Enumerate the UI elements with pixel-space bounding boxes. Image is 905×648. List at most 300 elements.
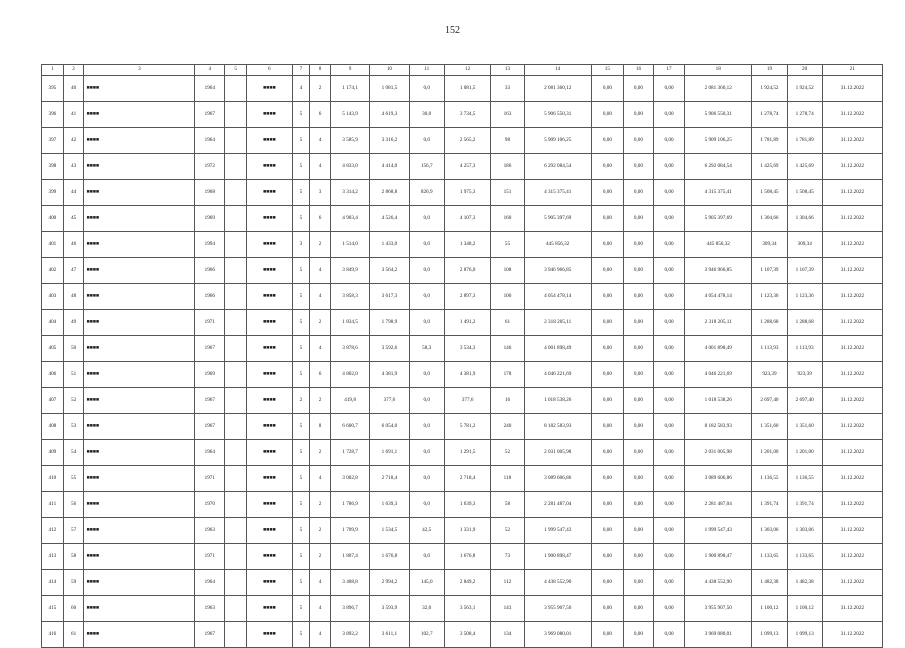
table-cell: 3 585,9 xyxy=(330,128,369,154)
table-cell: 1 107,39 xyxy=(752,258,787,284)
table-cell: 0,00 xyxy=(653,466,684,492)
table-cell: 3 534,3 xyxy=(444,336,491,362)
address-cell: ■■■■ xyxy=(84,440,195,466)
address-cell: ■■■■ xyxy=(84,76,195,102)
table-cell: 59 xyxy=(63,570,84,596)
table-cell: 0,00 xyxy=(653,180,684,206)
table-cell: 0,00 xyxy=(591,310,623,336)
table-cell: 0,00 xyxy=(653,258,684,284)
table-cell: 8 182 583,93 xyxy=(685,414,752,440)
table-cell: 4 054 478,14 xyxy=(524,284,591,310)
table-cell: 1 123,36 xyxy=(752,284,787,310)
table-cell: 1 781,89 xyxy=(752,128,787,154)
table-cell: 3 089 606,86 xyxy=(524,466,591,492)
table-cell xyxy=(225,622,247,648)
table-cell: 3 408,8 xyxy=(330,570,369,596)
table-cell: 0,00 xyxy=(591,570,623,596)
table-cell: 0,00 xyxy=(653,284,684,310)
table-cell: 30,0 xyxy=(409,102,444,128)
table-cell: 0,00 xyxy=(653,570,684,596)
table-cell: 0,00 xyxy=(623,258,653,284)
table-cell: ■■■■ xyxy=(247,388,293,414)
table-cell: 0,00 xyxy=(591,154,623,180)
table-cell: 1 018 538,26 xyxy=(524,388,591,414)
table-cell: 1 303,06 xyxy=(752,518,787,544)
table-cell: 163 xyxy=(491,102,524,128)
table-cell: ■■■■ xyxy=(247,440,293,466)
table-cell: 1970 xyxy=(195,492,225,518)
table-cell: 6 054,0 xyxy=(370,414,409,440)
table-cell: 1 433,0 xyxy=(370,232,409,258)
table-cell: 40 xyxy=(63,76,84,102)
table-cell: 58 xyxy=(63,544,84,570)
table-cell: 1 351,60 xyxy=(752,414,787,440)
table-cell: 0,0 xyxy=(409,310,444,336)
table-cell: 4 046 221,69 xyxy=(685,362,752,388)
table-cell: 3 946 966,85 xyxy=(524,258,591,284)
table-row xyxy=(42,362,883,388)
table-cell: 1 975,3 xyxy=(444,180,491,206)
table-cell: 2 xyxy=(310,544,331,570)
table-cell: 41 xyxy=(63,102,84,128)
table-row xyxy=(42,622,883,648)
table-cell: 31.12.2022 xyxy=(822,466,882,492)
table-cell: 923,39 xyxy=(752,362,787,388)
table-cell: 3 593,9 xyxy=(370,596,409,622)
table-cell: ■■■■ xyxy=(247,258,293,284)
table-cell: 1963 xyxy=(195,518,225,544)
table-cell: 100 xyxy=(491,284,524,310)
table-cell: 5 xyxy=(292,622,310,648)
table-cell: 0,00 xyxy=(623,570,653,596)
table-cell: 42 xyxy=(63,128,84,154)
table-cell: 3 858,3 xyxy=(330,284,369,310)
table-cell: 31.12.2022 xyxy=(822,622,882,648)
table-cell: 1 425,69 xyxy=(787,154,822,180)
table-cell: ■■■■ xyxy=(247,76,293,102)
table-cell: 178 xyxy=(491,362,524,388)
table-cell: 5 xyxy=(292,206,310,232)
table-cell: 53 xyxy=(63,414,84,440)
table-cell xyxy=(225,518,247,544)
table-cell: ■■■■ xyxy=(247,336,293,362)
table-cell: 118 xyxy=(491,466,524,492)
table-cell: 0,00 xyxy=(591,76,623,102)
table-cell: 1972 xyxy=(195,154,225,180)
table-cell: 5 xyxy=(292,518,310,544)
table-cell: 2 xyxy=(310,518,331,544)
table-cell: 32,0 xyxy=(409,596,444,622)
table-cell: 3 734,5 xyxy=(444,102,491,128)
table-cell: 1971 xyxy=(195,310,225,336)
table-cell: 31.12.2022 xyxy=(822,258,882,284)
column-header: 8 xyxy=(310,65,331,76)
table-cell: 0,00 xyxy=(591,128,623,154)
table-cell xyxy=(225,388,247,414)
table-cell: 1 924,52 xyxy=(752,76,787,102)
table-cell: 1 100,12 xyxy=(787,596,822,622)
table-cell: 0,0 xyxy=(409,492,444,518)
table-cell xyxy=(225,466,247,492)
table-cell: 31.12.2022 xyxy=(822,102,882,128)
table-cell: 3 002,8 xyxy=(330,466,369,492)
table-cell: 1964 xyxy=(195,440,225,466)
table-row xyxy=(42,518,883,544)
table-cell: 4 xyxy=(310,466,331,492)
table-row xyxy=(42,258,883,284)
table-cell: 2 281 487,04 xyxy=(685,492,752,518)
table-cell: 0,00 xyxy=(653,102,684,128)
table-cell: ■■■■ xyxy=(247,544,293,570)
table-cell: 31.12.2022 xyxy=(822,180,882,206)
table-cell: 407 xyxy=(42,388,64,414)
table-cell: 1 304,66 xyxy=(752,206,787,232)
table-cell: 398 xyxy=(42,154,64,180)
table-cell: 0,00 xyxy=(653,206,684,232)
table-cell: 31.12.2022 xyxy=(822,596,882,622)
table-cell: 31.12.2022 xyxy=(822,128,882,154)
table-cell: 1 781,89 xyxy=(787,128,822,154)
table-cell: 0,00 xyxy=(653,154,684,180)
table-cell: 31.12.2022 xyxy=(822,362,882,388)
table-cell: 400 xyxy=(42,206,64,232)
column-header: 13 xyxy=(491,65,524,76)
address-cell: ■■■■ xyxy=(84,622,195,648)
table-cell: 1 391,74 xyxy=(787,492,822,518)
table-cell: 2 xyxy=(310,310,331,336)
table-cell: ■■■■ xyxy=(247,310,293,336)
table-cell: 0,00 xyxy=(623,180,653,206)
table-cell: 1 639,3 xyxy=(370,492,409,518)
address-cell: ■■■■ xyxy=(84,232,195,258)
table-cell: 52 xyxy=(63,388,84,414)
table-cell: 377,6 xyxy=(444,388,491,414)
table-cell: 0,0 xyxy=(409,76,444,102)
column-header: 5 xyxy=(225,65,247,76)
table-cell: 1 133,65 xyxy=(752,544,787,570)
table-cell: 31.12.2022 xyxy=(822,544,882,570)
table-cell xyxy=(225,258,247,284)
table-cell: 4 107,3 xyxy=(444,206,491,232)
table-cell: 1 123,36 xyxy=(787,284,822,310)
table-cell: 2 897,3 xyxy=(444,284,491,310)
address-cell: ■■■■ xyxy=(84,284,195,310)
table-cell: 2 xyxy=(310,440,331,466)
table-cell: 5 xyxy=(292,544,310,570)
table-cell: 1 133,65 xyxy=(787,544,822,570)
table-cell: 4 315 375,41 xyxy=(685,180,752,206)
table-cell: ■■■■ xyxy=(247,518,293,544)
table-cell: 3 896,7 xyxy=(330,596,369,622)
table-row xyxy=(42,180,883,206)
table-cell: 395 xyxy=(42,76,64,102)
table-cell: 5 xyxy=(292,414,310,440)
column-header: 21 xyxy=(822,65,882,76)
table-cell: 4 xyxy=(310,284,331,310)
table-cell: 3 611,1 xyxy=(370,622,409,648)
table-cell: 44 xyxy=(63,180,84,206)
table-cell: 1 508,45 xyxy=(787,180,822,206)
table-cell: 445 856,32 xyxy=(685,232,752,258)
table-cell: 0,00 xyxy=(623,596,653,622)
table-cell: 1 081,5 xyxy=(370,76,409,102)
table-cell: 31.12.2022 xyxy=(822,284,882,310)
table-cell: 1 900 898,47 xyxy=(524,544,591,570)
table-cell: 3 563,1 xyxy=(444,596,491,622)
address-cell: ■■■■ xyxy=(84,466,195,492)
table-cell: 5 xyxy=(292,570,310,596)
table-cell: 1 288,68 xyxy=(752,310,787,336)
table-cell: 1 099,13 xyxy=(752,622,787,648)
table-cell xyxy=(225,492,247,518)
header-row xyxy=(42,65,883,76)
table-cell xyxy=(225,102,247,128)
table-cell: ■■■■ xyxy=(247,180,293,206)
table-cell: 31.12.2022 xyxy=(822,206,882,232)
table-cell: 4 001 898,49 xyxy=(524,336,591,362)
table-cell: 0,00 xyxy=(653,440,684,466)
table-cell: 31.12.2022 xyxy=(822,232,882,258)
address-cell: ■■■■ xyxy=(84,102,195,128)
table-cell: 151 xyxy=(491,180,524,206)
table-cell: 5 781,2 xyxy=(444,414,491,440)
table-cell: 1 425,69 xyxy=(752,154,787,180)
table-cell: 3 955 907,50 xyxy=(524,596,591,622)
table-cell: 6 600,7 xyxy=(330,414,369,440)
column-header: 1 xyxy=(42,65,64,76)
table-cell: 5 xyxy=(292,466,310,492)
table-cell: 47 xyxy=(63,258,84,284)
table-cell: 31.12.2022 xyxy=(822,388,882,414)
table-cell: 61 xyxy=(63,622,84,648)
table-cell: 2 318 205,11 xyxy=(685,310,752,336)
table-cell: 0,00 xyxy=(653,518,684,544)
column-header: 2 xyxy=(63,65,84,76)
table-cell: 3 xyxy=(310,180,331,206)
table-row xyxy=(42,414,883,440)
table-cell: ■■■■ xyxy=(247,284,293,310)
table-row xyxy=(42,466,883,492)
table-cell: 3 878,6 xyxy=(330,336,369,362)
table-cell: ■■■■ xyxy=(247,128,293,154)
table-body xyxy=(42,76,883,648)
table-cell: ■■■■ xyxy=(247,362,293,388)
table-cell: 0,0 xyxy=(409,232,444,258)
table-cell: 2 xyxy=(310,232,331,258)
table-cell: 31.12.2022 xyxy=(822,336,882,362)
table-cell xyxy=(225,596,247,622)
table-cell: 6 xyxy=(310,206,331,232)
table-cell: 2 849,2 xyxy=(444,570,491,596)
table-cell: 0,00 xyxy=(623,102,653,128)
table-cell: 31.12.2022 xyxy=(822,518,882,544)
address-cell: ■■■■ xyxy=(84,570,195,596)
table-cell: 4 xyxy=(310,596,331,622)
table-cell: 6 292 084,54 xyxy=(524,154,591,180)
table-cell: 8 xyxy=(310,414,331,440)
table-cell: 0,00 xyxy=(591,414,623,440)
table-cell: 5 xyxy=(292,596,310,622)
table-cell: 1967 xyxy=(195,336,225,362)
table-cell: 1967 xyxy=(195,388,225,414)
table-cell: 1 136,55 xyxy=(787,466,822,492)
table-cell: ■■■■ xyxy=(247,232,293,258)
table-cell: 0,00 xyxy=(623,492,653,518)
table-cell xyxy=(225,310,247,336)
table-cell: 4 xyxy=(310,336,331,362)
table-cell: 0,0 xyxy=(409,206,444,232)
table-cell xyxy=(225,154,247,180)
table-cell: 5 143,9 xyxy=(330,102,369,128)
table-cell: 5 909 106,25 xyxy=(685,128,752,154)
table-cell: 4 257,3 xyxy=(444,154,491,180)
table-cell: 31.12.2022 xyxy=(822,414,882,440)
table-cell: 1994 xyxy=(195,232,225,258)
table-cell: 399 xyxy=(42,180,64,206)
table-cell xyxy=(225,414,247,440)
address-cell: ■■■■ xyxy=(84,128,195,154)
table-cell: 0,00 xyxy=(591,336,623,362)
table-cell: 1 391,74 xyxy=(752,492,787,518)
table-cell: 0,00 xyxy=(653,310,684,336)
table-cell: 1 514,0 xyxy=(330,232,369,258)
table-cell: 8 182 583,93 xyxy=(524,414,591,440)
address-cell: ■■■■ xyxy=(84,154,195,180)
address-cell: ■■■■ xyxy=(84,310,195,336)
table-cell: 1 100,12 xyxy=(752,596,787,622)
table-cell: 1 728,7 xyxy=(330,440,369,466)
table-cell: 5 909 106,25 xyxy=(524,128,591,154)
table-cell: 31.12.2022 xyxy=(822,76,882,102)
table-cell: 0,00 xyxy=(591,232,623,258)
table-cell: 0,00 xyxy=(591,544,623,570)
table-cell: 2 697,40 xyxy=(787,388,822,414)
table-cell: 405 xyxy=(42,336,64,362)
table-cell: 146 xyxy=(491,336,524,362)
table-cell: 0,00 xyxy=(591,180,623,206)
table-cell xyxy=(225,544,247,570)
column-header: 14 xyxy=(524,65,591,76)
table-cell: 4 xyxy=(310,154,331,180)
table-cell: 3 892,2 xyxy=(330,622,369,648)
table-cell: 98 xyxy=(491,128,524,154)
table-cell: 0,00 xyxy=(623,310,653,336)
table-cell: 4 381,9 xyxy=(444,362,491,388)
table-cell: 4 526,4 xyxy=(370,206,409,232)
table-cell: 1 807,4 xyxy=(330,544,369,570)
table-cell: 415 xyxy=(42,596,64,622)
address-cell: ■■■■ xyxy=(84,388,195,414)
table-cell: 923,39 xyxy=(787,362,822,388)
table-cell: 31.12.2022 xyxy=(822,440,882,466)
table-cell: 0,00 xyxy=(653,596,684,622)
table-cell: 0,0 xyxy=(409,284,444,310)
table-cell: 5 905 397,69 xyxy=(685,206,752,232)
table-row xyxy=(42,336,883,362)
table-cell: 57 xyxy=(63,518,84,544)
table-cell: 5 905 397,69 xyxy=(524,206,591,232)
table-cell: 403 xyxy=(42,284,64,310)
table-cell: 52 xyxy=(491,518,524,544)
table-cell: 1 491,2 xyxy=(444,310,491,336)
table-cell: 156,7 xyxy=(409,154,444,180)
table-cell: 414 xyxy=(42,570,64,596)
table-cell: 31.12.2022 xyxy=(822,310,882,336)
table-cell: ■■■■ xyxy=(247,206,293,232)
table-cell: 4 xyxy=(292,76,310,102)
table-cell: 48 xyxy=(63,284,84,310)
table-cell: 1 482,38 xyxy=(752,570,787,596)
address-cell: ■■■■ xyxy=(84,362,195,388)
table-cell: 186 xyxy=(491,154,524,180)
table-cell: 402 xyxy=(42,258,64,284)
table-cell: 0,0 xyxy=(409,466,444,492)
column-header: 7 xyxy=(292,65,310,76)
table-cell xyxy=(225,76,247,102)
table-cell: 1969 xyxy=(195,206,225,232)
table-row xyxy=(42,310,883,336)
table-cell: 1967 xyxy=(195,102,225,128)
table-row xyxy=(42,206,883,232)
column-header: 16 xyxy=(623,65,653,76)
table-cell: 1 534,5 xyxy=(370,518,409,544)
table-cell: 6 292 084,54 xyxy=(685,154,752,180)
address-cell: ■■■■ xyxy=(84,596,195,622)
table-cell: 4 046 221,69 xyxy=(524,362,591,388)
table-cell xyxy=(225,180,247,206)
table-cell: 2 718,4 xyxy=(370,466,409,492)
table-cell: 1 351,60 xyxy=(787,414,822,440)
column-header: 3 xyxy=(84,65,195,76)
table-cell: 3 316,2 xyxy=(370,128,409,154)
address-cell: ■■■■ xyxy=(84,544,195,570)
table-cell: ■■■■ xyxy=(247,154,293,180)
table-cell xyxy=(225,128,247,154)
table-cell: 1 691,1 xyxy=(370,440,409,466)
table-cell: 51 xyxy=(63,362,84,388)
table-cell: 1964 xyxy=(195,76,225,102)
table-cell: 0,00 xyxy=(623,544,653,570)
table-cell: 33 xyxy=(491,76,524,102)
table-cell: 410 xyxy=(42,466,64,492)
table-cell: 0,00 xyxy=(591,206,623,232)
table-row xyxy=(42,388,883,414)
table-cell xyxy=(225,232,247,258)
table-cell: 309,34 xyxy=(787,232,822,258)
column-header: 19 xyxy=(752,65,787,76)
address-cell: ■■■■ xyxy=(84,206,195,232)
table-cell: 2 xyxy=(310,492,331,518)
table-cell: 1 676,8 xyxy=(444,544,491,570)
table-cell: 1 136,55 xyxy=(752,466,787,492)
column-header: 11 xyxy=(409,65,444,76)
table-cell: 6 xyxy=(310,102,331,128)
table-cell: 0,00 xyxy=(623,336,653,362)
table-cell: 1968 xyxy=(195,180,225,206)
table-cell: 3 955 907,50 xyxy=(685,596,752,622)
table-cell: 445 856,32 xyxy=(524,232,591,258)
table-cell: 0,0 xyxy=(409,362,444,388)
table-cell: 2 318 205,11 xyxy=(524,310,591,336)
table-cell: 1 278,74 xyxy=(752,102,787,128)
table-cell xyxy=(225,570,247,596)
table-cell: 54 xyxy=(63,440,84,466)
table-row xyxy=(42,76,883,102)
table-cell: 1 303,06 xyxy=(787,518,822,544)
table-cell: 0,00 xyxy=(591,362,623,388)
table-cell: 1 508,45 xyxy=(752,180,787,206)
table-cell: 0,0 xyxy=(409,414,444,440)
